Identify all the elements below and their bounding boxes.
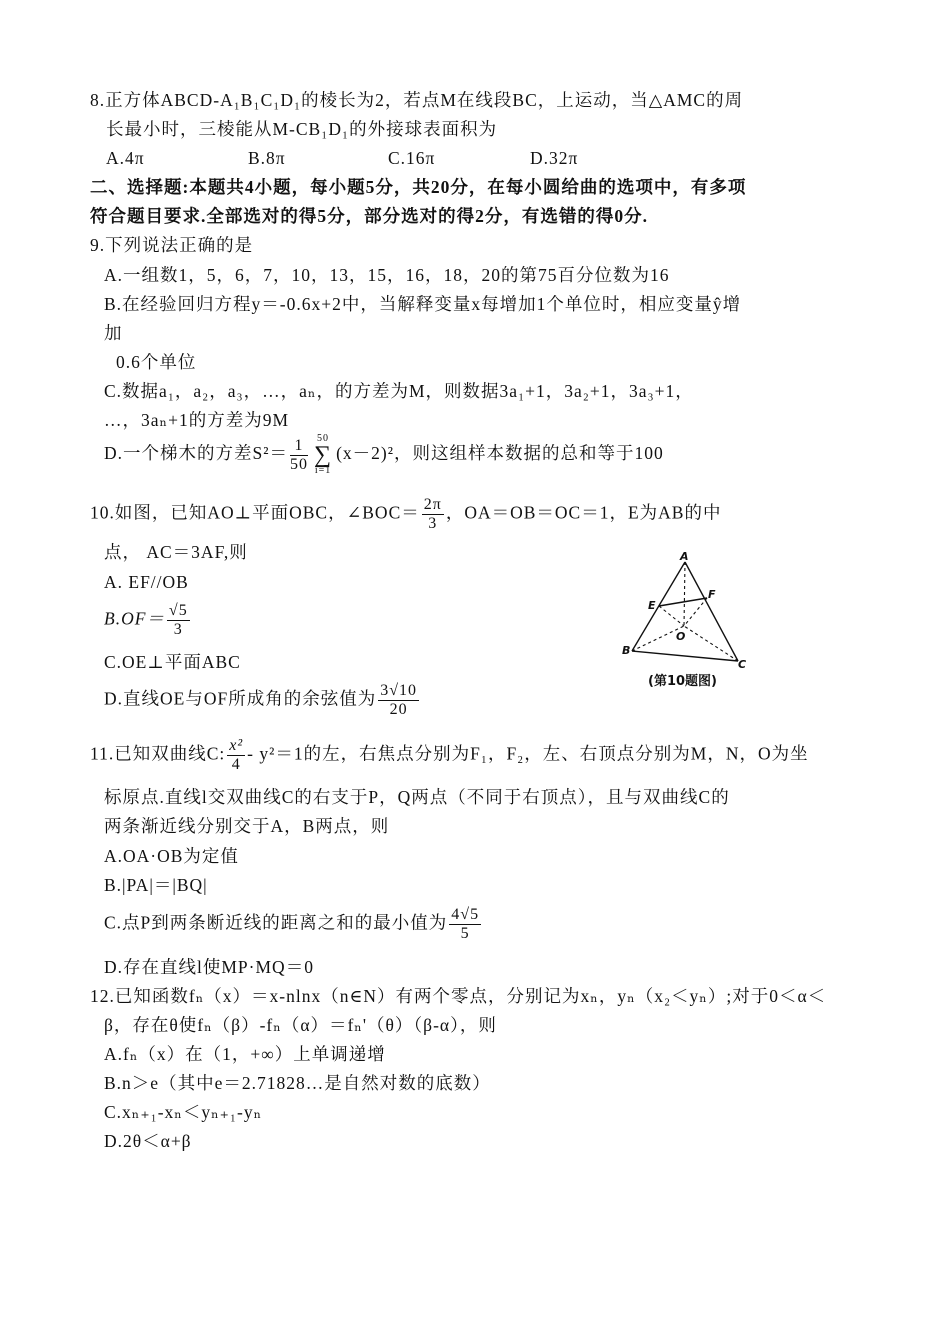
q10-d-num: 3√10 — [380, 682, 417, 699]
q10-b-fraction — [167, 602, 190, 639]
q8-option-d: D.32π — [530, 148, 579, 168]
q11-line3: 两条渐近线分别交于A，B两点，则 — [104, 816, 390, 836]
section2-header-line2: 符合题目要求.全部选对的得5分，部分选对的得2分，有选错的得0分. — [90, 206, 648, 226]
edge-ac — [685, 562, 738, 661]
q9-d-fraction — [290, 437, 308, 474]
q10-angle-fraction — [422, 496, 444, 533]
q11-c-fraction — [449, 906, 481, 943]
q9-d-expr: (x－2)² — [336, 443, 395, 464]
q8-option-a: A.4π — [106, 148, 145, 168]
q9-d-sum-top: 50 — [317, 433, 330, 444]
q12-line1: 12.已知函数fₙ（x）＝x-nlnx（n∈N）有两个零点，分别记为xₙ，yₙ（x₂＜yₙ）;对于0＜α＜ — [90, 986, 827, 1006]
q10-option-d — [104, 682, 421, 719]
q10-d-den: 20 — [389, 701, 408, 718]
q9-d-prefix: D.一个梯木的方差S²＝ — [104, 443, 288, 464]
q10-b-prefix: B.OF＝ — [104, 608, 165, 629]
q9-option-d — [104, 434, 664, 476]
label-e: E — [648, 599, 656, 612]
q8-line1: 8.正方体ABCD-A₁B₁C₁D₁的棱长为2，若点M在线段BC，上运动，当△AMC的周 — [90, 90, 744, 110]
q9-d-suffix: ，则这组样本数据的总和等于100 — [394, 443, 664, 464]
q9-d-sum-bottom: i=1 — [314, 465, 332, 476]
q9-option-a: A.一组数1，5，6，7，10，13，15，16，18，20的第75百分位数为16 — [104, 265, 670, 285]
q10-stem-suffix: ，OA＝OB＝OC＝1，E为AB的中 — [445, 502, 722, 523]
q9-stem: 9.下列说法正确的是 — [90, 235, 254, 255]
q11-stem — [90, 737, 809, 774]
segment-ef — [659, 598, 707, 606]
q12-option-a: A.fₙ（x）在（1，+∞）上单调递增 — [104, 1044, 386, 1064]
segment-co — [684, 626, 738, 661]
q11-c-prefix: C.点P到两条断近线的距离之和的最小值为 — [104, 912, 448, 933]
q9-d-sum — [314, 434, 332, 476]
q11-stem-suffix: - y²＝1的左，右焦点分别为F₁，F₂，左、右顶点分别为M，N，O为坐 — [247, 743, 809, 764]
q10-b-num: √5 — [168, 602, 188, 619]
q11-line2: 标原点.直线l交双曲线C的右支于P，Q两点（不同于右顶点），且与双曲线C的 — [104, 787, 730, 807]
q10-stem-prefix: 10.如图，已知AO⊥平面OBC，∠BOC＝ — [90, 502, 420, 523]
q9-option-c-line2: …，3aₙ+1的方差为9M — [104, 410, 290, 430]
q12-option-c: C.xₙ₊₁-xₙ＜yₙ₊₁-yₙ — [104, 1102, 263, 1122]
q11-c-den: 5 — [460, 925, 470, 942]
label-c: C — [738, 658, 747, 671]
segment-eo — [659, 606, 684, 626]
label-f: F — [708, 588, 716, 601]
q10-option-b — [104, 602, 192, 639]
q10-d-fraction — [378, 682, 419, 719]
q12-option-d: D.2θ＜α+β — [104, 1131, 192, 1151]
q9-d-frac-den: 50 — [290, 455, 308, 473]
q11-x-num: x² — [229, 737, 244, 754]
q12-line2: β，存在θ使fₙ（β）-fₙ（α）＝fₙ'（θ）（β-α），则 — [104, 1015, 497, 1035]
label-b: B — [622, 644, 631, 657]
q10-stem — [90, 496, 721, 533]
label-a: A — [680, 550, 689, 563]
q11-stem-prefix: 11.已知双曲线C: — [90, 743, 226, 764]
segment-ao — [684, 562, 685, 626]
q8-option-c: C.16π — [388, 148, 436, 168]
q11-c-num: 4√5 — [451, 906, 480, 923]
q10-angle-den: 3 — [428, 515, 438, 532]
q9-d-sigma: ∑ — [314, 442, 333, 468]
q9-option-c-line1: C.数据a₁，a₂，a₃，…，aₙ，的方差为M，则数据3a₁+1，3a₂+1，3a₃+1， — [104, 381, 694, 401]
q10-d-prefix: D.直线OE与OF所成角的余弦值为 — [104, 688, 377, 709]
q12-option-b: B.n＞e（其中e＝2.71828…是自然对数的底数） — [104, 1073, 491, 1093]
q11-option-b: B.|PA|＝|BQ| — [104, 875, 208, 895]
q10-line2: 点， AC＝3AF,则 — [104, 542, 248, 562]
q11-option-a: A.OA·OB为定值 — [104, 846, 239, 866]
q10-option-a: A. EF//OB — [104, 572, 189, 592]
q8-line2: 长最小时，三棱能从M-CB₁D₁的外接球表面积为 — [106, 119, 498, 139]
q11-option-c — [104, 906, 483, 943]
q9-d-frac-num: 1 — [290, 437, 308, 456]
edge-bc — [632, 651, 738, 661]
q9-option-b-line2: 加 — [104, 323, 123, 343]
q8-option-b: B.8π — [248, 148, 286, 168]
q11-x-den: 4 — [231, 756, 241, 773]
q10-angle-num: 2π — [423, 496, 442, 513]
q10-b-den: 3 — [173, 621, 183, 638]
segment-fo — [684, 598, 707, 626]
q9-option-b-line3: 0.6个单位 — [116, 352, 197, 372]
label-o: O — [676, 630, 686, 643]
q9-option-b-line1: B.在经验回归方程y＝-0.6x+2中，当解释变量x每增加1个单位时，相应变量ŷ增 — [104, 294, 742, 314]
q11-x-fraction — [227, 737, 245, 774]
q11-option-d: D.存在直线l使MP·MQ＝0 — [104, 957, 314, 977]
q10-option-c: C.OE⊥平面ABC — [104, 652, 241, 672]
section2-header-line1: 二、选择题:本题共4小题，每小题5分，共20分，在每小圆给曲的选项中，有多项 — [90, 177, 747, 197]
q10-figure-caption: (第10题图) — [648, 674, 717, 689]
